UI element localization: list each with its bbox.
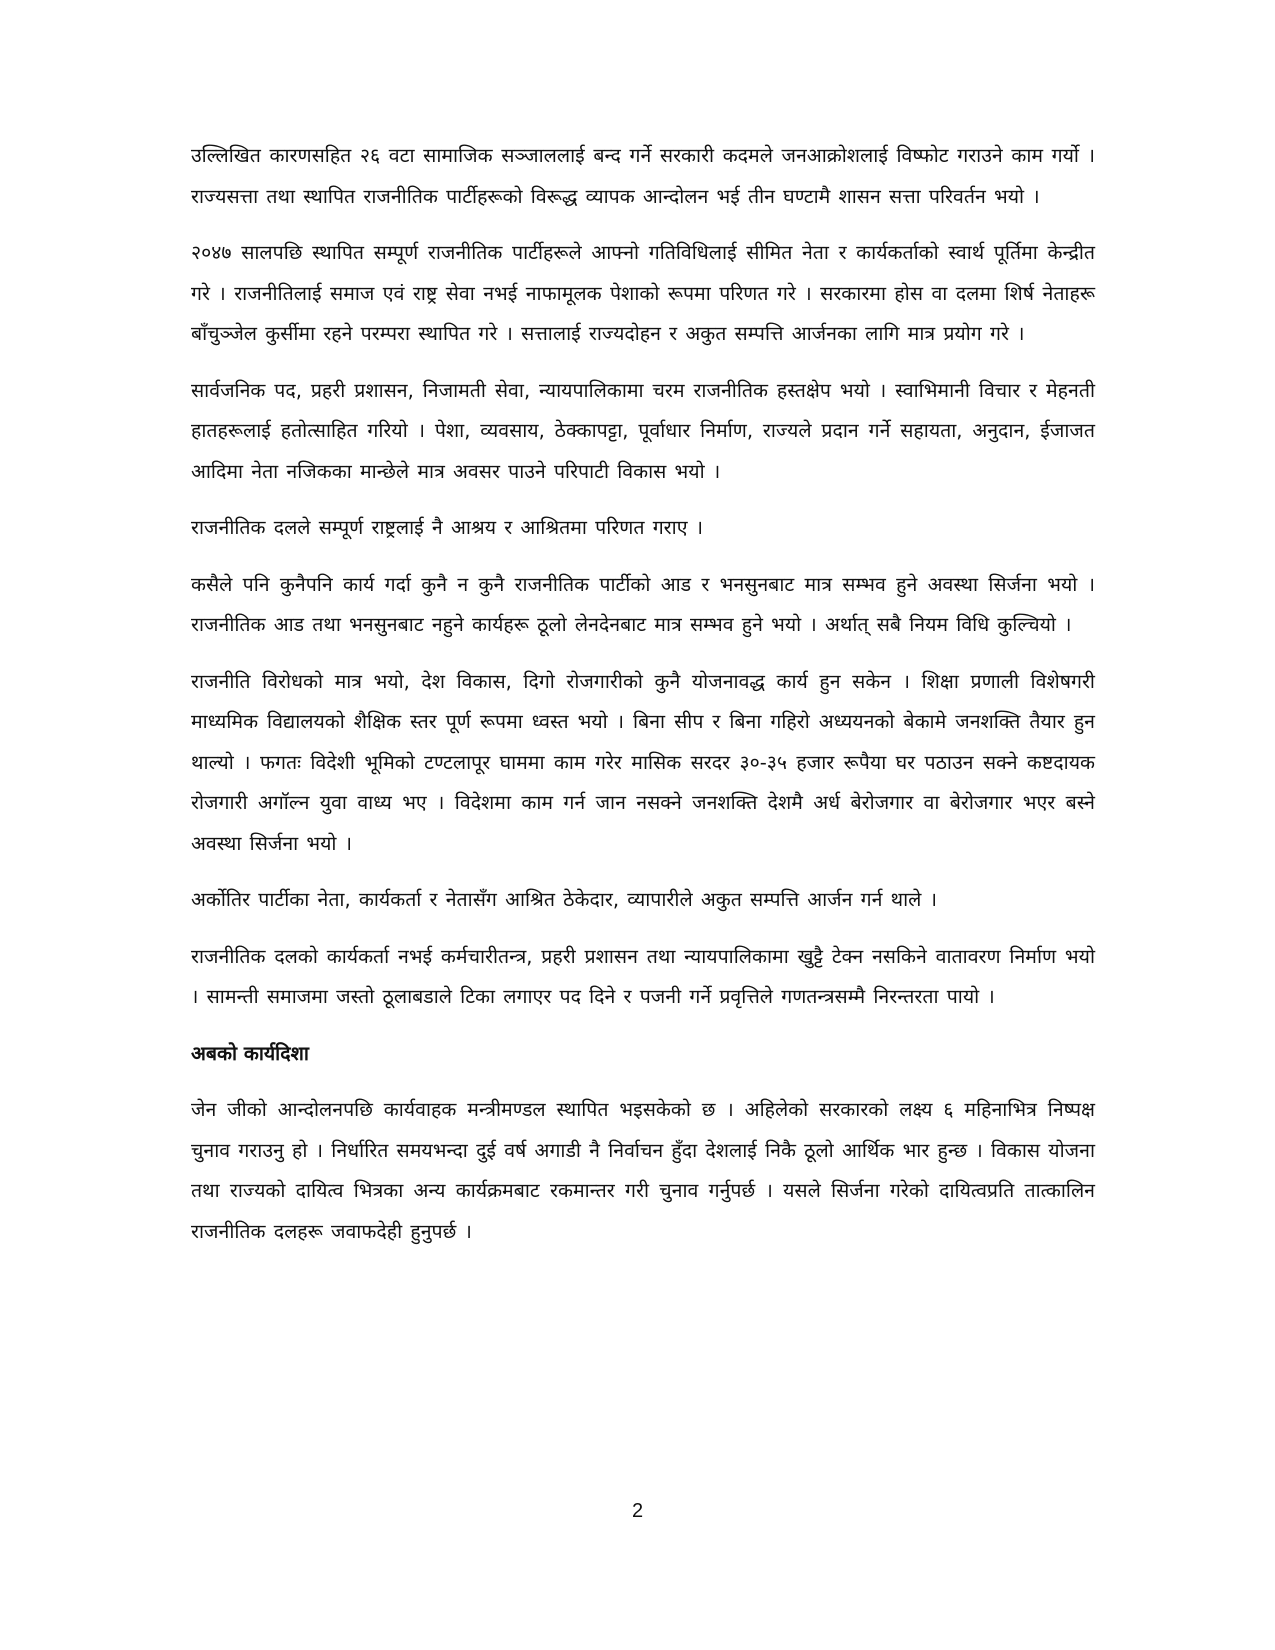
section-heading: अबको कार्यदिशा — [191, 1041, 309, 1065]
paragraph-7: अर्कोतिर पार्टीका नेता, कार्यकर्ता र नेतासँग आश्रित ठेकेदार, व्यापारीले अकुत सम्पत्ति आर्जन गर्न थाले । — [191, 888, 937, 911]
page-body — [191, 136, 1095, 1268]
paragraph-8: राजनीतिक दलको कार्यकर्ता नभई कर्मचारीतन्त्र, प्रहरी प्रशासन तथा न्यायपालिकामा खुट्टै टेक्न नसकिने वातावरण निर्माण भयो । सामन्ती समाजमा जस्तो ठूलाबडाले टिका लगाएर पद दिने र पजनी गर्ने प्रवृत्तिले गणतन्त्रसम्मै निरन्तरता पायो । — [191, 944, 1095, 1008]
paragraph-3: सार्वजनिक पद, प्रहरी प्रशासन, निजामती सेवा, न्यायपालिकामा चरम राजनीतिक हस्तक्षेप भयो । स्वाभिमानी विचार र मेहनती हातहरूलाई हतोत्साहित गरियो । पेशा, व्यवसाय, ठेक्कापट्टा, पूर्वाधार निर्माण, राज्यले प्रदान गर्ने सहायता, अनुदान, ईजाजत आदिमा नेता नजिकका मान्छेले मात्र अवसर पाउने परिपाटी विकास भयो । — [191, 378, 1095, 483]
paragraph-5: कसैले पनि कुनैपनि कार्य गर्दा कुनै न कुनै राजनीतिक पार्टीको आड र भनसुनबाट मात्र सम्भव हुने अवस्था सिर्जना भयो । राजनीतिक आड तथा भनसुनबाट नहुने कार्यहरू ठूलो लेनदेनबाट मात्र सम्भव हुने भयो । अर्थात् सबै नियम विधि कुल्चियो । — [191, 572, 1095, 636]
paragraph-2: २०४७ सालपछि स्थापित सम्पूर्ण राजनीतिक पार्टीहरूले आफ्नो गतिविधिलाई सीमित नेता र कार्यकर्ताको स्वार्थ पूर्तिमा केन्द्रीत गरे । राजनीतिलाई समाज एवं राष्ट्र सेवा नभई नाफामूलक पेशाको रूपमा परिणत गरे । सरकारमा होस वा दलमा शिर्ष नेताहरू बाँचुञ्जेल कुर्सीमा रहने परम्परा स्थापित गरे । सत्तालाई राज्यदोहन र अकुत सम्पत्ति आर्जनका लागि मात्र प्रयोग गरे । — [191, 241, 1095, 345]
paragraph-6: राजनीति विरोधको मात्र भयो, देश विकास, दिगो रोजगारीको कुनै योजनावद्ध कार्य हुन सकेन । शिक्षा प्रणाली विशेषगरी माध्यमिक विद्यालयको शैक्षिक स्तर पूर्ण रूपमा ध्वस्त भयो । बिना सीप र बिना गहिरो अध्ययनको बेकामे जनशक्ति तैयार हुन थाल्यो । फगतः विदेशी भूमिको टण्टलापूर घाममा काम गरेर मासिक सरदर ३०-३५ हजार रूपैया घर पठाउन सक्ने कष्टदायक रोजगारी अगॉल्न युवा वाध्य भए । विदेशमा काम गर्न जान नसक्ने जनशक्ति देशमै अर्ध बेरोजगार वा बेरोजगार भएर बस्ने अवस्था सिर्जना भयो । — [191, 669, 1095, 855]
paragraph-4: राजनीतिक दलले सम्पूर्ण राष्ट्रलाई नै आश्रय र आश्रितमा परिणत गराए । — [191, 516, 704, 539]
paragraph-final: जेन जीको आन्दोलनपछि कार्यवाहक मन्त्रीमण्डल स्थापित भइसकेको छ । अहिलेको सरकारको लक्ष्य ६ महिनाभित्र निष्पक्ष चुनाव गराउनु हो । निर्धारित समयभन्दा दुई वर्ष अगाडी नै निर्वाचन हुँदा देशलाई निकै ठूलो आर्थिक भार हुन्छ । विकास योजना तथा राज्यको दायित्व भित्रका अन्य कार्यक्रमबाट रकमान्तर गरी चुनाव गर्नुपर्छ । यसले सिर्जना गरेको दायित्वप्रति तात्कालिन राजनीतिक दलहरू जवाफदेही हुनुपर्छ । — [191, 1098, 1095, 1243]
page-number: 2 — [631, 1500, 644, 1522]
paragraph-1: उल्लिखित कारणसहित २६ वटा सामाजिक सञ्जाललाई बन्द गर्ने सरकारी कदमले जनआक्रोशलाई विष्फोट गराउने काम गर्यो । राज्यसत्ता तथा स्थापित राजनीतिक पार्टीहरूको विरूद्ध व्यापक आन्दोलन भई तीन घण्टामै शासन सत्ता परिवर्तन भयो । — [191, 144, 1095, 208]
